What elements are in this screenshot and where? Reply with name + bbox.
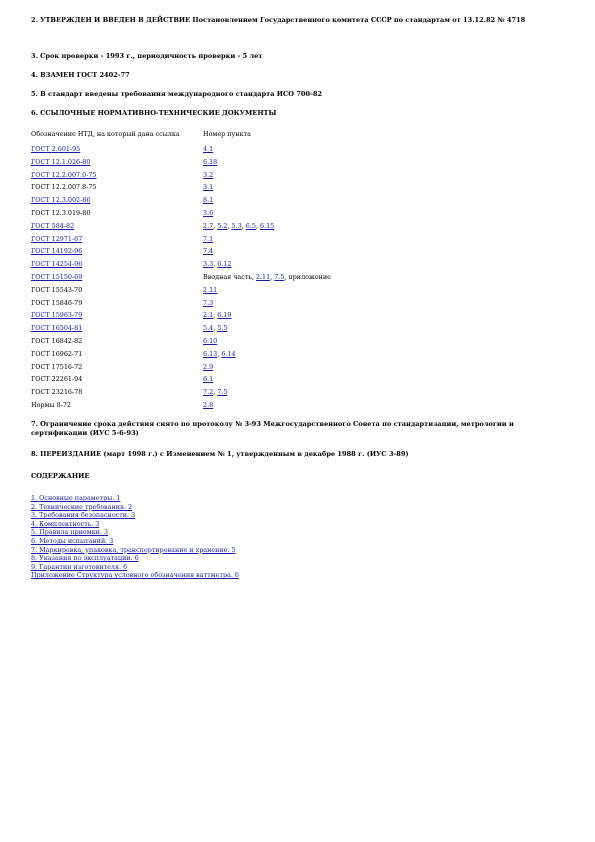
table-row <box>31 156 331 169</box>
table-row <box>31 271 331 284</box>
ref-doc-cell <box>31 361 203 374</box>
ref-items-suffix: , приложение <box>284 272 331 281</box>
ref-doc-cell <box>31 181 203 194</box>
ref-item-link[interactable]: 6.18 <box>203 157 218 166</box>
ref-item-link[interactable]: 6.10 <box>203 336 218 345</box>
ref-doc-cell <box>31 233 203 246</box>
paragraph-check-period: 3. Срок проверки - 1993 г., периодичность проверки - 5 лет <box>31 52 263 60</box>
ref-doc-cell <box>31 156 203 169</box>
ref-item-link[interactable]: 7.4 <box>203 247 214 256</box>
ref-items-cell <box>203 156 331 169</box>
ref-items-cell: 3.3, 6.12 <box>203 260 232 269</box>
ref-item-link[interactable]: 7.5 <box>217 388 228 397</box>
ref-item-link[interactable]: 3.3 <box>203 260 214 269</box>
ref-items-prefix: Вводная часть, <box>203 272 256 281</box>
ref-doc-cell <box>31 348 203 361</box>
table-row <box>31 322 331 335</box>
toc-item <box>31 537 239 546</box>
ref-items-cell <box>203 373 331 386</box>
paragraph-replaces: 4. ВЗАМЕН ГОСТ 2402-77 <box>31 71 130 79</box>
ref-doc-link[interactable]: ГОСТ 14254-96 <box>31 260 83 269</box>
ref-doc-name: ГОСТ 12.3.019-80 <box>31 208 91 217</box>
toc-link[interactable]: 4. Комплектность. 3 <box>31 519 100 528</box>
ref-doc-cell <box>31 245 203 258</box>
ref-doc-cell <box>31 220 203 233</box>
ref-doc-link[interactable]: ГОСТ 2.601-95 <box>31 145 81 153</box>
paragraph-reissue: 8. ПЕРЕИЗДАНИЕ (март 1998 г.) с Изменением № 1, утвержденным в декабре 1988 г. (ИУС 3-89) <box>31 450 409 458</box>
ref-item-link[interactable]: 2.11 <box>255 272 271 281</box>
ref-item-link[interactable]: 2.1 <box>203 311 214 320</box>
toc-item <box>31 546 239 555</box>
toc-link[interactable]: 8. Указания по эксплуатации. 6 <box>31 554 139 563</box>
ref-item-link[interactable]: 7.5 <box>274 272 285 281</box>
ref-items-cell <box>203 399 331 412</box>
ref-item-link[interactable]: 3.6 <box>203 208 214 217</box>
toc-item <box>31 571 239 580</box>
ref-item-link[interactable]: 5.2 <box>217 221 228 230</box>
ref-item-link[interactable]: 4.1 <box>203 145 214 153</box>
toc-link[interactable]: 2. Технические требования. 2 <box>31 502 133 511</box>
ref-doc-cell <box>31 169 203 182</box>
table-row <box>31 194 331 207</box>
table-row <box>31 386 331 399</box>
ref-doc-cell <box>31 373 203 386</box>
ref-items-cell <box>203 207 331 220</box>
ref-items-cell <box>203 245 331 258</box>
ref-item-link[interactable]: 6.13 <box>203 349 218 358</box>
table-row <box>31 335 331 348</box>
ref-item-link[interactable]: 7.3 <box>203 298 214 307</box>
ref-doc-cell <box>31 309 203 322</box>
ref-item-link[interactable]: 8.1 <box>203 196 214 205</box>
ref-item-link[interactable]: 5.3 <box>231 221 242 230</box>
ref-items-cell: Вводная часть, 2.11, 7.5, приложение <box>203 272 331 281</box>
table-row <box>31 399 331 412</box>
table-row <box>31 348 331 361</box>
toc-link[interactable]: 3. Требования безопасности. 3 <box>31 511 136 520</box>
table-row <box>31 169 331 182</box>
ref-doc-name: ГОСТ 15543-70 <box>31 285 83 294</box>
ref-doc-cell <box>31 322 203 335</box>
ref-item-link[interactable]: 2.9 <box>203 362 214 371</box>
ref-doc-cell <box>31 399 203 412</box>
toc-link[interactable]: 5. Правила приемки. 3 <box>31 528 109 537</box>
ref-doc-cell <box>31 258 203 271</box>
references-table-body <box>31 143 331 412</box>
ref-doc-cell <box>31 207 203 220</box>
ref-items-cell <box>203 284 331 297</box>
ref-items-cell: 7.2, 7.5 <box>203 388 228 397</box>
contents-heading: СОДЕРЖАНИЕ <box>31 472 90 480</box>
ref-items-cell <box>203 194 331 207</box>
toc-item <box>31 520 239 529</box>
table-row <box>31 245 331 258</box>
header-doc: Обозначение НТД, на который дана ссылка <box>31 130 180 138</box>
ref-item-link[interactable]: 2.8 <box>203 400 214 409</box>
ref-item-link[interactable]: 3.2 <box>203 170 214 179</box>
ref-item-link[interactable]: 6.12 <box>217 260 232 269</box>
ref-doc-link[interactable]: ГОСТ 16504-81 <box>31 324 83 333</box>
table-row <box>31 309 331 322</box>
ref-item-link[interactable]: 6.1 <box>203 375 214 384</box>
ref-doc-name: ГОСТ 23216-78 <box>31 388 83 397</box>
ref-item-link[interactable]: 7.2 <box>203 388 214 397</box>
table-row <box>31 181 331 194</box>
toc-item <box>31 511 239 520</box>
ref-items-cell <box>203 143 331 156</box>
ref-doc-cell <box>31 143 203 156</box>
refs-heading: 6. ССЫЛОЧНЫЕ НОРМАТИВНО-ТЕХНИЧЕСКИЕ ДОКУМЕНТЫ <box>31 109 277 117</box>
ref-items-cell: 2.7, 5.2, 5.3, 6.5, 6.15 <box>203 221 275 230</box>
ref-doc-name: Нормы 8-72 <box>31 400 71 409</box>
toc-item <box>31 563 239 572</box>
ref-items-cell: 6.13, 6.14 <box>203 349 236 358</box>
ref-doc-name: ГОСТ 22261-94 <box>31 375 83 384</box>
ref-items-cell <box>203 233 331 246</box>
ref-doc-cell <box>31 271 203 284</box>
ref-doc-link[interactable]: ГОСТ 14192-96 <box>31 247 83 256</box>
ref-item-link[interactable]: 6.5 <box>245 221 256 230</box>
header-item: Номер пункта <box>203 130 251 138</box>
ref-item-link[interactable]: 2.7 <box>203 221 214 230</box>
ref-doc-cell <box>31 386 203 399</box>
ref-items-cell <box>203 335 331 348</box>
ref-item-link[interactable]: 6.19 <box>217 311 232 320</box>
ref-items-cell: 5.4, 5.5 <box>203 324 228 333</box>
ref-item-link[interactable]: 3.1 <box>203 183 214 192</box>
toc-item <box>31 494 239 503</box>
references-table-header <box>31 129 331 143</box>
ref-doc-name: ГОСТ 17516-72 <box>31 362 83 371</box>
ref-doc-cell <box>31 284 203 297</box>
toc-link[interactable]: Приложение Структура условного обозначения ваттметра. 6 <box>31 571 239 580</box>
table-row <box>31 258 331 271</box>
ref-doc-link[interactable]: ГОСТ 12.2.007.0-75 <box>31 170 97 179</box>
table-row <box>31 373 331 386</box>
ref-doc-link[interactable]: ГОСТ 12.1.026-80 <box>31 157 91 166</box>
ref-item-link[interactable]: 5.4 <box>203 324 214 333</box>
toc-link[interactable]: 6. Методы испытаний. 3 <box>31 536 114 545</box>
ref-items-cell <box>203 181 331 194</box>
ref-doc-link[interactable]: ГОСТ 15150-69 <box>31 272 83 281</box>
table-row <box>31 297 331 310</box>
table-row <box>31 233 331 246</box>
ref-items-cell <box>203 297 331 310</box>
paragraph-limit-removed: 7. Ограничение срока действия снято по протоколу № 3-93 Межгосударственного Совета по стандартизации, метрологии и сертификации (ИУС 5-6-93) <box>31 420 514 437</box>
ref-doc-cell <box>31 297 203 310</box>
ref-item-link[interactable]: 6.15 <box>260 221 275 230</box>
ref-doc-cell <box>31 335 203 348</box>
table-row <box>31 143 331 156</box>
table-row <box>31 284 331 297</box>
ref-doc-name: ГОСТ 12.2.007.8-75 <box>31 183 97 192</box>
ref-item-link[interactable]: 5.5 <box>217 324 228 333</box>
ref-items-cell <box>203 361 331 374</box>
table-row <box>31 207 331 220</box>
ref-doc-link[interactable]: ГОСТ 12971-67 <box>31 234 83 243</box>
ref-doc-name: ГОСТ 16842-82 <box>31 336 83 345</box>
ref-item-link[interactable]: 7.1 <box>203 234 214 243</box>
ref-doc-link[interactable]: ГОСТ 12.3.002-86 <box>31 196 91 205</box>
ref-item-link[interactable]: 2.11 <box>203 285 218 294</box>
toc-item <box>31 554 239 563</box>
references-table <box>31 129 331 412</box>
ref-doc-name: ГОСТ 15846-79 <box>31 298 83 307</box>
ref-items-cell <box>203 169 331 182</box>
ref-doc-cell <box>31 194 203 207</box>
ref-doc-link[interactable]: ГОСТ 584-82 <box>31 221 75 230</box>
paragraph-approved: 2. УТВЕРЖДЕН И ВВЕДЕН В ДЕЙСТВИЕ Постановлением Государственного комитета СССР по стандартам от 13.12.82 № 4718 <box>31 16 526 24</box>
toc-link[interactable]: 9. Гарантии изготовителя. 6 <box>31 562 128 571</box>
toc-link[interactable]: 1. Основные параметры. 1 <box>31 494 121 502</box>
toc-item <box>31 528 239 537</box>
toc-link[interactable]: 7. Маркировка, упаковка, транспортирование и хранение. 5 <box>31 545 236 554</box>
table-of-contents <box>31 494 239 580</box>
ref-items-cell: 2.1, 6.19 <box>203 311 232 320</box>
toc-item <box>31 503 239 512</box>
ref-doc-link[interactable]: ГОСТ 15963-79 <box>31 311 83 320</box>
table-row <box>31 220 331 233</box>
paragraph-iso-requirements: 5. В стандарт введены требования международного стандарта ИСО 700-82 <box>31 90 322 98</box>
ref-doc-name: ГОСТ 16962-71 <box>31 349 83 358</box>
ref-item-link[interactable]: 6.14 <box>221 349 236 358</box>
table-row <box>31 361 331 374</box>
